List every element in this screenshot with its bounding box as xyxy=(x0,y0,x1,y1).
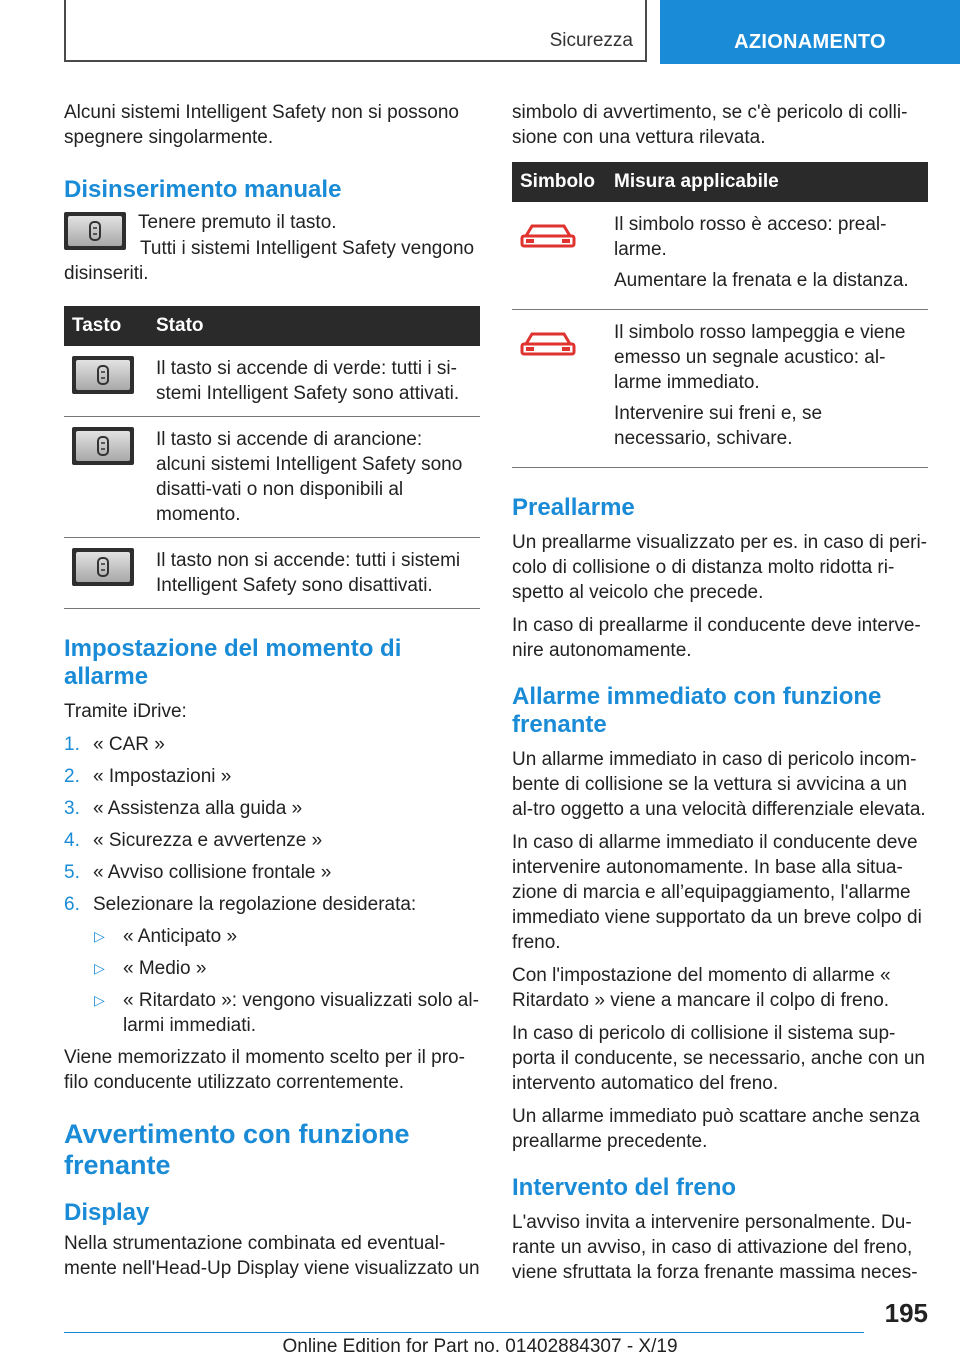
status-cell: Il tasto si accende di arancione: alcuni sistemi Intelligent Safety sono disatti-vati o non disponibili al momento. xyxy=(150,417,480,538)
list-item: 5. « Avviso collisione frontale » xyxy=(64,862,332,883)
section-label: Sicurezza xyxy=(549,30,633,51)
col-header-stato: Stato xyxy=(150,306,480,346)
col-header-misura: Misura applicabile xyxy=(608,162,928,202)
list-item: ▷ « Medio » xyxy=(94,958,207,979)
imm-paragraph-4: In caso di pericolo di collisione il sistema sup-porta il conducente, se necessario, anche con un intervento automatico del freno. xyxy=(512,1023,925,1094)
status-cell: Il tasto non si accende: tutti i sistemi Intelligent Safety sono disattivati. xyxy=(150,538,480,609)
list-item: 6. Selezionare la regolazione desiderata: xyxy=(64,894,417,915)
table-row xyxy=(64,417,480,538)
table-header-row xyxy=(64,306,480,346)
timing-intro: Tramite iDrive: xyxy=(64,701,187,722)
table-row xyxy=(64,346,480,417)
page-header xyxy=(0,0,960,66)
table-row xyxy=(512,202,928,310)
list-item: 3. « Assistenza alla guida » xyxy=(64,798,303,819)
manual-line-1: Tenere premuto il tasto. xyxy=(138,212,337,233)
manual-heading: Disinserimento manuale xyxy=(64,176,342,203)
measure-cell: Il simbolo rosso è acceso: preal-larme. Aumentare la frenata e la distanza. xyxy=(608,202,928,310)
display-heading: Display xyxy=(64,1199,150,1226)
list-item: ▷ « Ritardato »: vengono visualizzati solo al-larmi immediati. xyxy=(94,990,479,1036)
triangle-bullet-icon: ▷ xyxy=(94,960,105,976)
list-item: 4. « Sicurezza e avvertenze » xyxy=(64,830,323,851)
list-item: 1. « CAR » xyxy=(64,734,165,755)
brake-heading: Intervento del freno xyxy=(512,1174,737,1201)
manual-line-2: Tutti i sistemi Intelligent Safety vengono disinseriti. xyxy=(64,238,475,284)
col-header-tasto: Tasto xyxy=(64,306,150,346)
list-item: 2. « Impostazioni » xyxy=(64,766,232,787)
triangle-bullet-icon: ▷ xyxy=(94,928,105,944)
imm-paragraph-3: Con l'impostazione del momento di allarme « Ritardato » viene a mancare il colpo di freno. xyxy=(512,965,891,1011)
red-car-warning-icon xyxy=(518,222,578,250)
warning-heading: Avvertimento con funzione frenante xyxy=(64,1119,410,1180)
footer-divider xyxy=(64,1332,864,1333)
continued-paragraph: simbolo di avvertimento, se c'è pericolo di colli-sione con una vettura rilevata. xyxy=(512,102,908,148)
symbol-table xyxy=(512,162,928,468)
intro-paragraph: Alcuni sistemi Intelligent Safety non si possono spegnere singolarmente. xyxy=(64,102,459,148)
col-header-simbolo: Simbolo xyxy=(512,162,608,202)
section-tab[interactable] xyxy=(64,0,647,62)
imm-paragraph-2: In caso di allarme immediato il conducente deve intervenire autonomamente. In base alla situa-zione di marcia e all’equipaggiamento, l'allarme immediato viene supportato da un breve colpo di freno. xyxy=(512,832,922,953)
options-list xyxy=(64,924,480,1038)
immediate-heading: Allarme immediato con funzione frenante xyxy=(512,683,882,738)
display-paragraph: Nella strumentazione combinata ed eventual-mente nell'Head-Up Display viene visualizzato un xyxy=(64,1233,480,1279)
triangle-bullet-icon: ▷ xyxy=(94,992,105,1008)
left-column xyxy=(64,100,480,1289)
table-row xyxy=(64,538,480,609)
chapter-tab[interactable] xyxy=(660,0,960,64)
steps-list xyxy=(64,732,480,917)
preallarme-heading: Preallarme xyxy=(512,494,635,521)
timing-heading: Impostazione del momento di allarme xyxy=(64,635,402,690)
memorized-paragraph: Viene memorizzato il momento scelto per il pro-filo conducente utilizzato correntemente. xyxy=(64,1047,465,1093)
page-number: 195 xyxy=(884,1298,928,1328)
pre-paragraph-2: In caso di preallarme il conducente deve interve-nire autonomamente. xyxy=(512,615,921,661)
red-car-warning-icon xyxy=(518,330,578,358)
safety-button-icon xyxy=(72,548,134,586)
footer-edition: Online Edition for Part no. 01402884307 - X/19 xyxy=(282,1336,678,1357)
brake-paragraph: L'avviso invita a intervenire personalmente. Du-rante un avviso, in caso di attivazione del freno, viene sfruttata la forza frenante massima neces- xyxy=(512,1212,918,1283)
imm-paragraph-5: Un allarme immediato può scattare anche senza preallarme precedente. xyxy=(512,1106,920,1152)
pre-paragraph-1: Un preallarme visualizzato per es. in caso di peri-colo di collisione o di distanza molto ridotta ri-spetto al veicolo che precede. xyxy=(512,532,928,603)
right-column xyxy=(512,100,928,1293)
safety-button-icon xyxy=(72,427,134,465)
imm-paragraph-1: Un allarme immediato in caso di pericolo incom-bente di collisione se la vettura si avvicina a un al-tro oggetto a una velocità differenziale elevata. xyxy=(512,749,926,820)
status-cell: Il tasto si accende di verde: tutti i si-stemi Intelligent Safety sono attivati. xyxy=(150,346,480,417)
chapter-label: AZIONAMENTO xyxy=(734,31,886,53)
table-row xyxy=(512,310,928,468)
measure-cell: Il simbolo rosso lampeggia e viene emesso un segnale acustico: al-larme immediato. Intervenire sui freni e, se necessario, schivare. xyxy=(608,310,928,468)
safety-button-icon xyxy=(72,356,134,394)
table-header-row xyxy=(512,162,928,202)
list-item: ▷ « Anticipato » xyxy=(94,926,238,947)
safety-button-icon xyxy=(64,212,126,250)
button-status-table xyxy=(64,306,480,609)
